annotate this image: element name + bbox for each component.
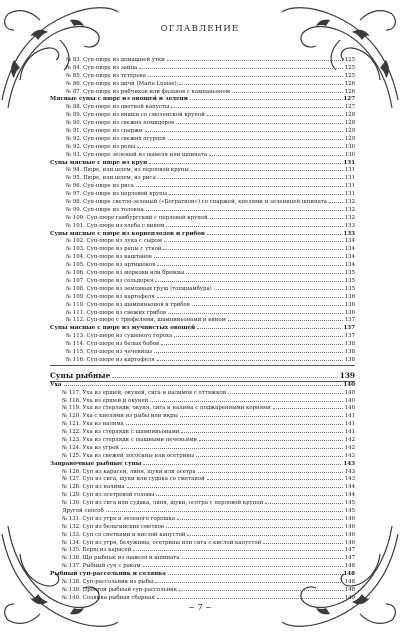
toc-entry-title: № 121. Уха из налима <box>62 421 124 428</box>
toc-entry[interactable] <box>50 191 355 199</box>
toc-entry[interactable] <box>50 215 355 223</box>
toc-entry[interactable] <box>50 524 355 532</box>
toc-entry-page: 134 <box>344 262 355 269</box>
toc-entry-title: № 110. Суп-пюре из шампиньонов и грибов <box>66 301 190 308</box>
toc-section[interactable] <box>50 160 355 168</box>
toc-entry-title: № 97. Суп-пюре из перловой крупы <box>66 191 168 198</box>
toc-entry-page: 148 <box>343 571 355 578</box>
toc-entry-page: 146 <box>344 531 355 538</box>
toc-entry-title: № 123. Уха из стерляди с пышными печеньями <box>62 436 197 443</box>
toc-entry-page: 144 <box>344 484 355 491</box>
toc-section[interactable] <box>50 325 355 333</box>
toc-entry[interactable] <box>50 238 355 246</box>
dot-leader <box>182 558 343 559</box>
toc-entry-title: № 106. Суп-пюре из моркови или брюквы <box>66 270 185 277</box>
toc-chapter[interactable] <box>50 371 355 381</box>
toc-entry-page: 134 <box>344 238 355 245</box>
dot-leader <box>168 313 343 314</box>
toc-entry-page: 140 <box>344 389 355 396</box>
toc-entry-page: 134 <box>344 254 355 261</box>
dot-leader <box>228 320 343 321</box>
toc-entry-page: 148 <box>344 579 355 585</box>
toc-entry-page: 137 <box>343 325 355 332</box>
toc-entry-title: № 101. Суп-пюре из хлеба с вином <box>66 222 165 229</box>
toc-entry-title: № 98. Суп-пюре светло-зеленый («Бегратион») со спаржей, кнелями и зеленицей шпината <box>66 199 327 206</box>
toc-entry-title: № 129. Суп из осетровой головы <box>62 492 155 499</box>
toc-entry-page: 148 <box>344 586 355 593</box>
dot-leader <box>143 464 341 465</box>
toc-entry-title: № 92. Суп-пюре из репы <box>66 143 136 150</box>
dot-leader <box>166 527 343 528</box>
toc-entry[interactable] <box>50 398 355 406</box>
toc-entry-title: № 86. Суп-пюре из дичи (Marie Louise) <box>66 80 177 87</box>
dot-leader <box>176 123 343 124</box>
toc-entry-page: 149 <box>344 594 355 601</box>
toc-entry[interactable] <box>50 73 355 81</box>
toc-entry[interactable] <box>50 286 355 294</box>
toc-entry-title: № 113. Суп-пюре из сушеного гороха <box>66 333 173 340</box>
toc-entry-page: 135 <box>344 270 355 277</box>
toc-entry-title: № 137. Рыбный суп с ракам <box>62 563 141 570</box>
toc-entry-title: № 102. Суп-пюре из лука с сыром <box>66 238 162 245</box>
toc-entry-title: Заправочные рыбные супы <box>50 460 142 467</box>
toc-entry-page: 146 <box>344 515 355 522</box>
toc-entry-page: 129 <box>344 135 355 142</box>
toc-entry[interactable] <box>50 476 355 484</box>
toc-entry-title: № 127. Суп из сига, щуки или судака со сметаной <box>62 476 205 483</box>
dot-leader <box>136 186 343 187</box>
dot-leader <box>155 582 342 583</box>
toc-entry-page: 146 <box>344 523 355 530</box>
page-title: ОГЛАВЛЕНИЕ <box>160 24 240 34</box>
toc-entry-title: № 104. Суп-пюре из каштанов <box>66 254 152 261</box>
toc-entry-page: 130 <box>344 143 355 150</box>
toc-entry-page: 128 <box>344 120 355 127</box>
toc-entry-title: № 122. Уха из стерляди с шампиньонами <box>62 429 180 436</box>
toc-entry-title: № 88. Суп-пюре из цветной капусты <box>66 104 170 111</box>
toc-entry-title: № 138. Суп-рассольник из рыбы <box>62 579 154 585</box>
toc-entry-title: № 96. Суп-пюре из риса <box>66 183 134 190</box>
toc-entry-title: № 93. Суп-пюре зеленый из щавеля или шпината <box>66 151 208 158</box>
toc-entry[interactable] <box>50 429 355 437</box>
page-number: ~ 7 ~ <box>188 603 212 612</box>
toc-entry[interactable] <box>50 144 355 152</box>
toc-entry-page: 142 <box>344 444 355 451</box>
toc-entry[interactable] <box>50 302 355 310</box>
toc-entry-title: № 87. Суп-пюре из рябчиков или фазанов с кампаньоном <box>66 88 230 95</box>
toc-entry-page: 131 <box>343 159 355 166</box>
toc-entry-title: № 131. Суп из угря и зеленого горошка <box>62 515 175 522</box>
toc-entry-title: № 116. Суп-пюре из картофеля <box>66 356 155 363</box>
toc-entry-title: № 95. Пюре, или шлем, из риса <box>66 175 156 182</box>
toc-entry-title: № 139. Простой рыбный суп-рассольник <box>62 586 178 593</box>
toc-entry[interactable] <box>50 563 355 571</box>
dot-leader <box>169 194 343 195</box>
dot-leader <box>137 147 342 148</box>
dot-leader <box>265 503 342 504</box>
toc-entry[interactable] <box>50 167 355 175</box>
toc-entry-page: 140 <box>343 381 355 388</box>
dot-leader <box>199 440 343 441</box>
toc-section[interactable] <box>50 231 355 239</box>
toc-entry-page: 143 <box>344 476 355 483</box>
dot-leader <box>143 566 343 567</box>
toc-entry[interactable] <box>50 112 355 120</box>
toc-entry[interactable] <box>50 532 355 540</box>
dot-leader <box>181 432 342 433</box>
toc-entry[interactable] <box>50 492 355 500</box>
dot-leader <box>263 543 343 544</box>
toc-entry-title: № 85. Суп-пюре из тетерева <box>66 72 146 79</box>
toc-entry-title: № 126. Суп из карасей, линя, щуки или осетра <box>62 468 196 475</box>
table-of-contents <box>50 57 355 603</box>
dot-leader <box>187 535 342 536</box>
toc-entry-page: 127 <box>343 96 355 103</box>
toc-entry-title: Супы мясные с пюре из мучнистых овощей <box>50 325 196 332</box>
toc-entry-page: 141 <box>344 413 355 420</box>
toc-entry[interactable] <box>50 453 355 461</box>
toc-entry-title: № 120. Уха с кнелями из рыбы или икры <box>62 413 178 420</box>
toc-entry-title: № 133. Суп со снетками и кислой капустой <box>62 531 186 538</box>
toc-entry-page: 134 <box>344 246 355 253</box>
toc-entry-page: 131 <box>344 191 355 198</box>
chapter-rule <box>50 365 355 366</box>
toc-entry[interactable] <box>50 128 355 136</box>
toc-entry-page: 144 <box>344 492 355 499</box>
toc-entry-title: № 135. Борщ из карасей <box>62 547 132 554</box>
toc-entry-page: 138 <box>344 341 355 348</box>
toc-entry[interactable] <box>50 500 355 508</box>
dot-leader <box>164 241 343 242</box>
toc-entry[interactable] <box>50 57 355 65</box>
dot-leader <box>209 155 343 156</box>
toc-entry-page: 131 <box>344 175 355 182</box>
toc-entry-title: Супы мясные с пюре из корнеплодов и грибов <box>50 230 205 237</box>
dot-leader <box>158 178 343 179</box>
toc-entry[interactable] <box>50 175 355 183</box>
toc-entry-page: 141 <box>344 429 355 436</box>
toc-entry-page: 130 <box>344 151 355 158</box>
toc-entry[interactable] <box>50 270 355 278</box>
dot-leader <box>191 170 343 171</box>
dot-leader <box>161 344 343 345</box>
toc-entry-title: № 107. Суп-пюре из сельдерея <box>66 277 154 284</box>
toc-entry-title: № 119. Уха из стерляди, окуня, сига и налима с поджаренными корнями <box>62 405 271 412</box>
toc-entry-page: 147 <box>344 555 355 562</box>
toc-entry[interactable] <box>50 81 355 89</box>
toc-entry-title: № 140. Солянка рыбная сборная <box>62 594 155 601</box>
toc-entry-page: 132 <box>344 206 355 213</box>
toc-entry-title: № 111. Суп-пюре из свежих грибов <box>66 309 167 316</box>
dot-leader <box>155 281 342 282</box>
toc-entry-title: № 103. Суп-пюре из репы с уткой <box>66 246 162 253</box>
dot-leader <box>190 99 341 100</box>
dot-leader <box>133 550 342 551</box>
dot-leader <box>197 328 341 329</box>
dot-leader <box>174 336 343 337</box>
toc-entry-title: № 130. Суп из сига или судака, линя, щуки, осетра с перловой крупой <box>62 500 264 507</box>
toc-section[interactable] <box>50 96 355 104</box>
dot-leader <box>171 107 343 108</box>
dot-leader <box>163 249 342 250</box>
toc-entry[interactable] <box>50 183 355 191</box>
toc-entry-title: Рыбный суп-рассольник и солянка <box>50 571 166 578</box>
toc-entry[interactable] <box>50 199 355 207</box>
dot-leader <box>154 352 343 353</box>
toc-entry-page: 126 <box>344 88 355 95</box>
dot-leader <box>154 257 343 258</box>
toc-entry[interactable] <box>50 104 355 112</box>
dot-leader <box>329 202 343 203</box>
toc-entry[interactable] <box>50 65 355 73</box>
dot-leader <box>139 68 343 69</box>
toc-entry-page: 136 <box>344 301 355 308</box>
dot-leader <box>168 139 343 140</box>
toc-entry-page: 125 <box>344 57 355 63</box>
toc-entry-title: № 136. Щи рыбные из щавеля и шпината <box>62 555 180 562</box>
toc-entry[interactable] <box>50 390 355 398</box>
toc-entry-page: 126 <box>344 80 355 87</box>
toc-entry[interactable] <box>50 579 355 587</box>
toc-entry-page: 125 <box>344 64 355 71</box>
toc-entry[interactable] <box>50 484 355 492</box>
dot-leader <box>179 590 343 591</box>
toc-entry-page: 132 <box>344 214 355 221</box>
dot-leader <box>207 479 343 480</box>
toc-entry-page: 140 <box>344 397 355 404</box>
dot-leader <box>157 360 343 361</box>
dot-leader <box>148 76 343 77</box>
dot-leader <box>214 289 343 290</box>
toc-entry-page: 146 <box>344 539 355 546</box>
toc-entry[interactable] <box>50 246 355 254</box>
toc-entry-page: 145 <box>344 500 355 507</box>
toc-entry-title: № 112. Суп-пюре с трюфелями, шампиньонами и вином <box>66 317 226 324</box>
dot-leader <box>273 408 343 409</box>
toc-entry-page: 131 <box>344 167 355 174</box>
toc-entry-title: № 84. Суп-пюре из зайца <box>66 64 138 71</box>
toc-entry-title: № 90. Суп-пюре из свежих помидоров <box>66 120 175 127</box>
toc-section[interactable] <box>50 382 355 390</box>
dot-leader <box>157 265 342 266</box>
toc-entry-title: № 124. Уха из угрей <box>62 444 119 451</box>
toc-entry-page: 139 <box>339 370 355 380</box>
toc-entry-page: 133 <box>344 222 355 229</box>
toc-entry[interactable] <box>50 207 355 215</box>
toc-entry-title: № 132. Суп из бельгийских сметков <box>62 523 164 530</box>
toc-entry[interactable] <box>50 349 355 357</box>
toc-entry[interactable] <box>50 516 355 524</box>
dot-leader <box>180 416 343 417</box>
dot-leader <box>156 495 343 496</box>
dot-leader <box>207 115 343 116</box>
toc-entry[interactable] <box>50 223 355 231</box>
toc-entry-title: № 89. Суп-пюре из вишен со смоленской крупой <box>66 112 205 119</box>
toc-entry[interactable] <box>50 587 355 595</box>
toc-entry-page: 143 <box>344 452 355 459</box>
dot-leader <box>186 273 342 274</box>
dot-leader <box>228 393 342 394</box>
dot-leader <box>126 424 343 425</box>
toc-entry[interactable] <box>50 421 355 429</box>
toc-section[interactable] <box>50 461 355 469</box>
toc-entry-page: 128 <box>344 112 355 119</box>
dot-leader <box>196 456 343 457</box>
dot-leader <box>150 401 342 402</box>
dot-leader <box>149 163 341 164</box>
dot-leader <box>179 84 343 85</box>
dot-leader <box>167 60 343 61</box>
toc-entry-title: № 117. Уха из ершей, окуней, сига и налимов с оттяжкой <box>62 389 227 396</box>
toc-entry-title: № 114. Суп-пюре из белых бобов <box>66 341 160 348</box>
toc-entry-title: Другой способ <box>62 507 104 514</box>
toc-entry-title: № 92. Суп-пюре из свежих огурцов <box>66 135 166 142</box>
toc-entry-title: № 115. Суп-пюре из чечевицы <box>66 348 153 355</box>
toc-entry[interactable] <box>50 294 355 302</box>
toc-entry[interactable] <box>50 508 355 516</box>
toc-entry-title: № 91. Суп-пюре из спаржи <box>66 128 143 135</box>
toc-entry-title: № 128. Суп из налима <box>62 484 125 491</box>
toc-entry-page: 131 <box>344 183 355 190</box>
toc-entry-title: № 83. Суп-пюре из домашней утки <box>66 57 165 63</box>
toc-entry[interactable] <box>50 152 355 160</box>
dot-leader <box>64 385 342 386</box>
dot-leader <box>207 234 341 235</box>
toc-entry-title: № 134. Суп из угря, белужины, осетрины или сига с кислой капустой <box>62 539 262 546</box>
toc-entry-page: 147 <box>344 547 355 554</box>
toc-entry-page: 143 <box>343 460 355 467</box>
toc-entry[interactable] <box>50 437 355 445</box>
dot-leader <box>106 511 343 512</box>
toc-entry-page: 127 <box>344 104 355 111</box>
toc-entry-title: № 118. Уха из ершей и окуней <box>62 397 149 404</box>
dot-leader <box>112 377 338 378</box>
toc-entry-page: 148 <box>344 563 355 570</box>
toc-entry-title: № 105. Суп-пюре из артишоков <box>66 262 156 269</box>
toc-entry[interactable] <box>50 120 355 128</box>
toc-entry-page: 141 <box>344 421 355 428</box>
toc-entry[interactable] <box>50 278 355 286</box>
dot-leader <box>146 210 343 211</box>
toc-entry-title: № 109. Суп-пюре из картофеля <box>66 293 155 300</box>
toc-entry[interactable] <box>50 341 355 349</box>
toc-entry-title: № 94. Пюре, или шлем, из перловой крупы <box>66 167 189 174</box>
toc-entry-title: № 125. Уха из свежей лососины или осетрины <box>62 452 195 459</box>
dot-leader <box>192 305 343 306</box>
dot-leader <box>157 297 343 298</box>
toc-entry-page: 145 <box>344 507 355 514</box>
toc-entry[interactable] <box>50 445 355 453</box>
dot-leader <box>198 472 343 473</box>
toc-entry-title: Уха <box>50 381 62 388</box>
toc-entry[interactable] <box>50 136 355 144</box>
toc-entry-page: 138 <box>344 348 355 355</box>
dot-leader <box>145 131 343 132</box>
toc-entry[interactable] <box>50 333 355 341</box>
dot-leader <box>157 598 343 599</box>
toc-entry-page: 137 <box>344 333 355 340</box>
toc-entry-page: 125 <box>344 72 355 79</box>
dot-leader <box>166 226 342 227</box>
dot-leader <box>232 92 343 93</box>
dot-leader <box>127 487 343 488</box>
toc-entry-page: 135 <box>344 285 355 292</box>
toc-entry[interactable] <box>50 357 355 365</box>
toc-entry[interactable] <box>50 262 355 270</box>
toc-entry-page: 140 <box>344 405 355 412</box>
toc-entry-title: Супы рыбные <box>50 370 111 380</box>
toc-entry-page: 129 <box>344 128 355 135</box>
toc-entry-page: 136 <box>344 293 355 300</box>
toc-entry-page: 132 <box>344 199 355 206</box>
toc-entry-title: № 100. Суп-пюре гамбургский с перловой крупой <box>66 214 208 221</box>
toc-entry-page: 143 <box>344 468 355 475</box>
toc-entry-page: 133 <box>343 230 355 237</box>
toc-entry-title: № 99. Суп-пюре из толокна <box>66 206 144 213</box>
toc-entry-page: 136 <box>344 309 355 316</box>
toc-entry[interactable] <box>50 254 355 262</box>
toc-entry-page: 138 <box>344 356 355 363</box>
toc-entry-title: № 108. Суп-пюре из земляных груш (топинамбура) <box>66 285 212 292</box>
toc-entry-title: Мясные супы с пюре из овощей и зелени <box>50 96 188 103</box>
dot-leader <box>210 218 343 219</box>
toc-entry-title: Супы мясные с пюре из круп <box>50 159 148 166</box>
toc-entry-page: 135 <box>344 277 355 284</box>
dot-leader <box>168 574 341 575</box>
toc-section[interactable] <box>50 571 355 579</box>
dot-leader <box>177 519 343 520</box>
toc-entry[interactable] <box>50 540 355 548</box>
toc-entry[interactable] <box>50 595 355 603</box>
toc-entry-page: 142 <box>344 436 355 443</box>
toc-entry-page: 137 <box>344 317 355 324</box>
dot-leader <box>121 448 343 449</box>
toc-entry[interactable] <box>50 413 355 421</box>
toc-entry[interactable] <box>50 469 355 477</box>
